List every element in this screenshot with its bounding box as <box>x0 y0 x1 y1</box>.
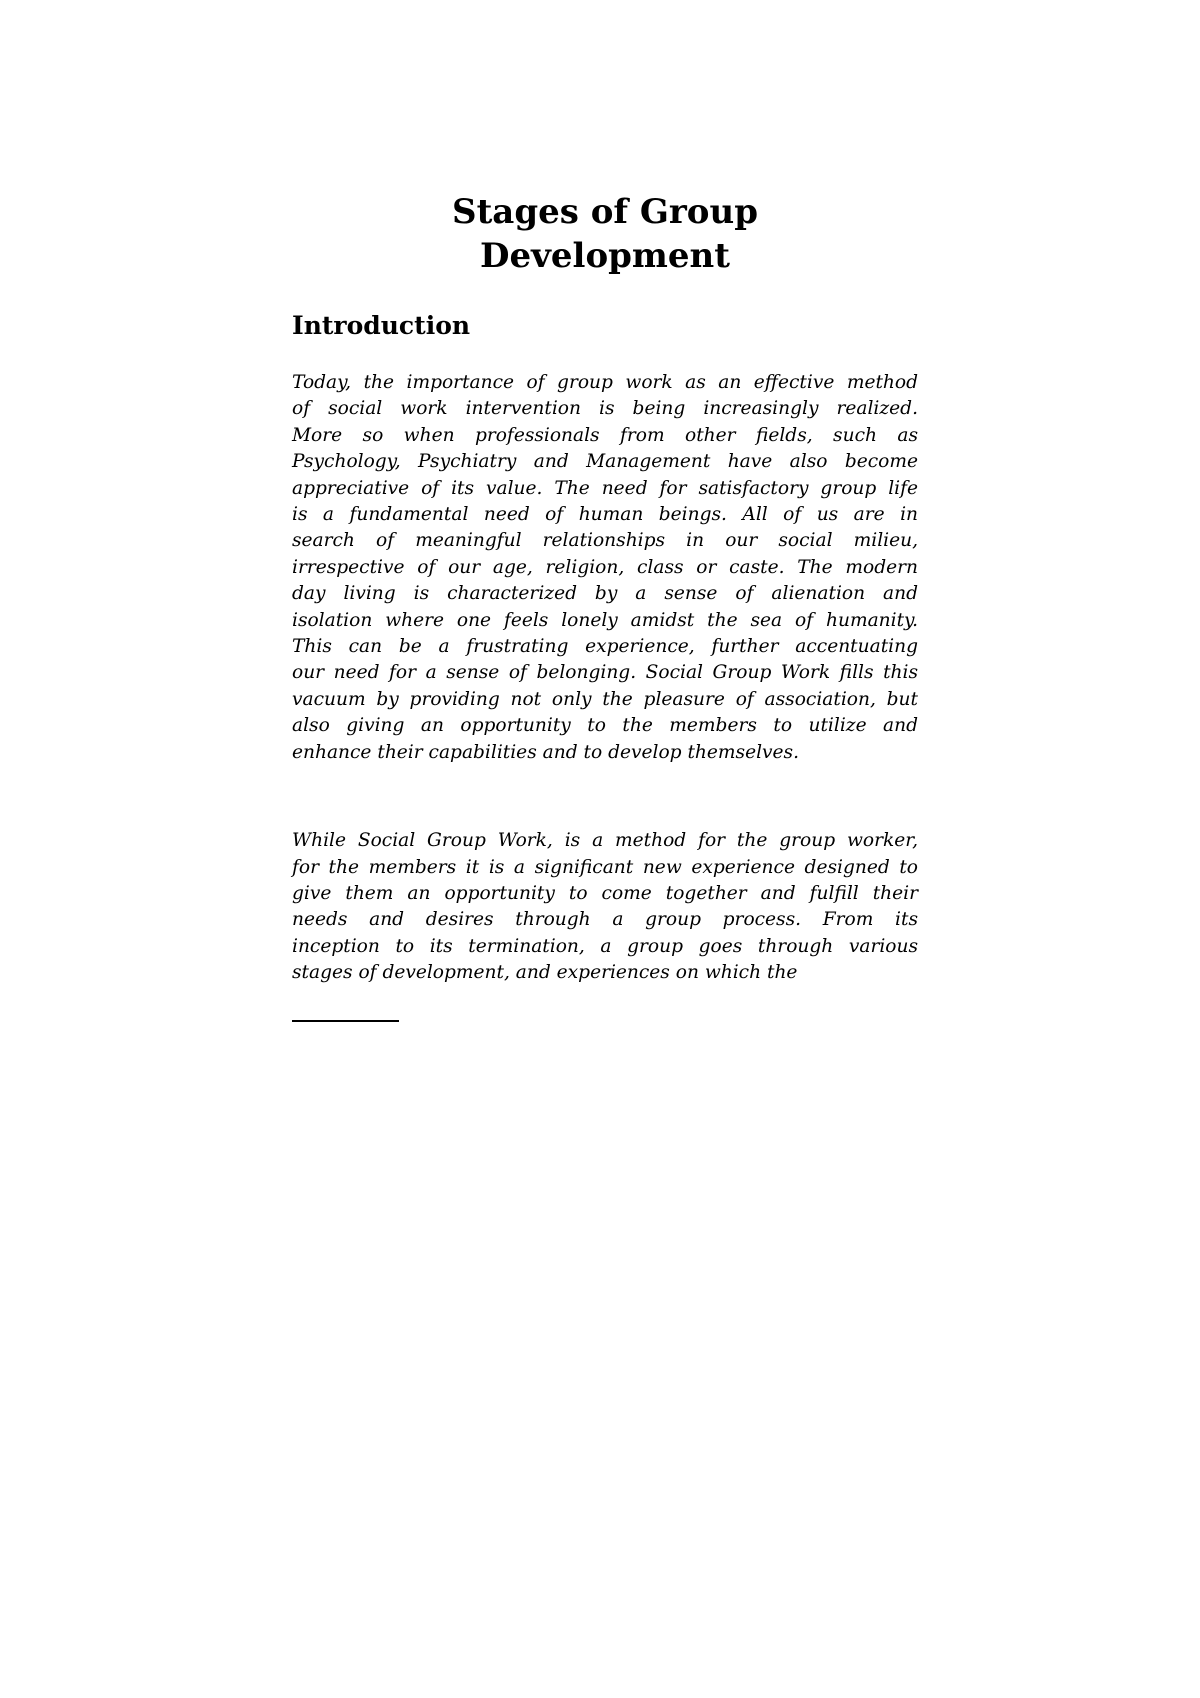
paragraph-line: More so when professionals from other fields, such as <box>292 424 918 446</box>
paragraph-line: for the members it is a significant new experience designed to <box>292 856 918 878</box>
paragraph-line: vacuum by providing not only the pleasure of association, but <box>292 688 918 710</box>
page-title-line-2: Development <box>480 236 730 276</box>
paragraph-line: This can be a frustrating experience, further accentuating <box>292 636 918 658</box>
paragraph-line: enhance their capabilities and to develop themselves. <box>292 741 799 763</box>
paragraph-line: of social work intervention is being increasingly realized. <box>292 398 918 420</box>
paragraph-line: inception to its termination, a group goes through various <box>292 935 918 957</box>
paragraph-line: While Social Group Work, is a method for the group worker, <box>292 830 918 852</box>
paragraph-line: isolation where one feels lonely amidst the sea of humanity. <box>292 609 918 631</box>
paragraph-line: irrespective of our age, religion, class or caste. The modern <box>292 556 918 578</box>
paragraph-2 <box>292 828 918 986</box>
paragraph-line: also giving an opportunity to the members to utilize and <box>292 715 918 737</box>
paragraph-line: needs and desires through a group process. From its <box>292 909 918 931</box>
document-content <box>292 190 918 987</box>
paragraph-line: Psychology, Psychiatry and Management have also become <box>292 451 918 473</box>
paragraph-line: give them an opportunity to come together and fulfill their <box>292 882 918 904</box>
page-title-line-1: Stages of Group <box>452 192 758 232</box>
paragraph-line: appreciative of its value. The need for satisfactory group life <box>292 477 918 499</box>
footnote-separator <box>292 1020 399 1022</box>
paragraph-line: stages of development, and experiences on which the <box>292 962 798 984</box>
paragraph-line: day living is characterized by a sense of alienation and <box>292 583 918 605</box>
section-heading-introduction: Introduction <box>292 311 471 340</box>
paragraph-1 <box>292 370 918 766</box>
paragraph-line: Today, the importance of group work as an effective method <box>292 372 918 393</box>
page-title <box>292 190 918 278</box>
paragraph-line: search of meaningful relationships in our social milieu, <box>292 530 918 552</box>
paragraph-line: our need for a sense of belonging. Social Group Work fills this <box>292 662 918 684</box>
paragraph-line: is a fundamental need of human beings. All of us are in <box>292 504 918 526</box>
